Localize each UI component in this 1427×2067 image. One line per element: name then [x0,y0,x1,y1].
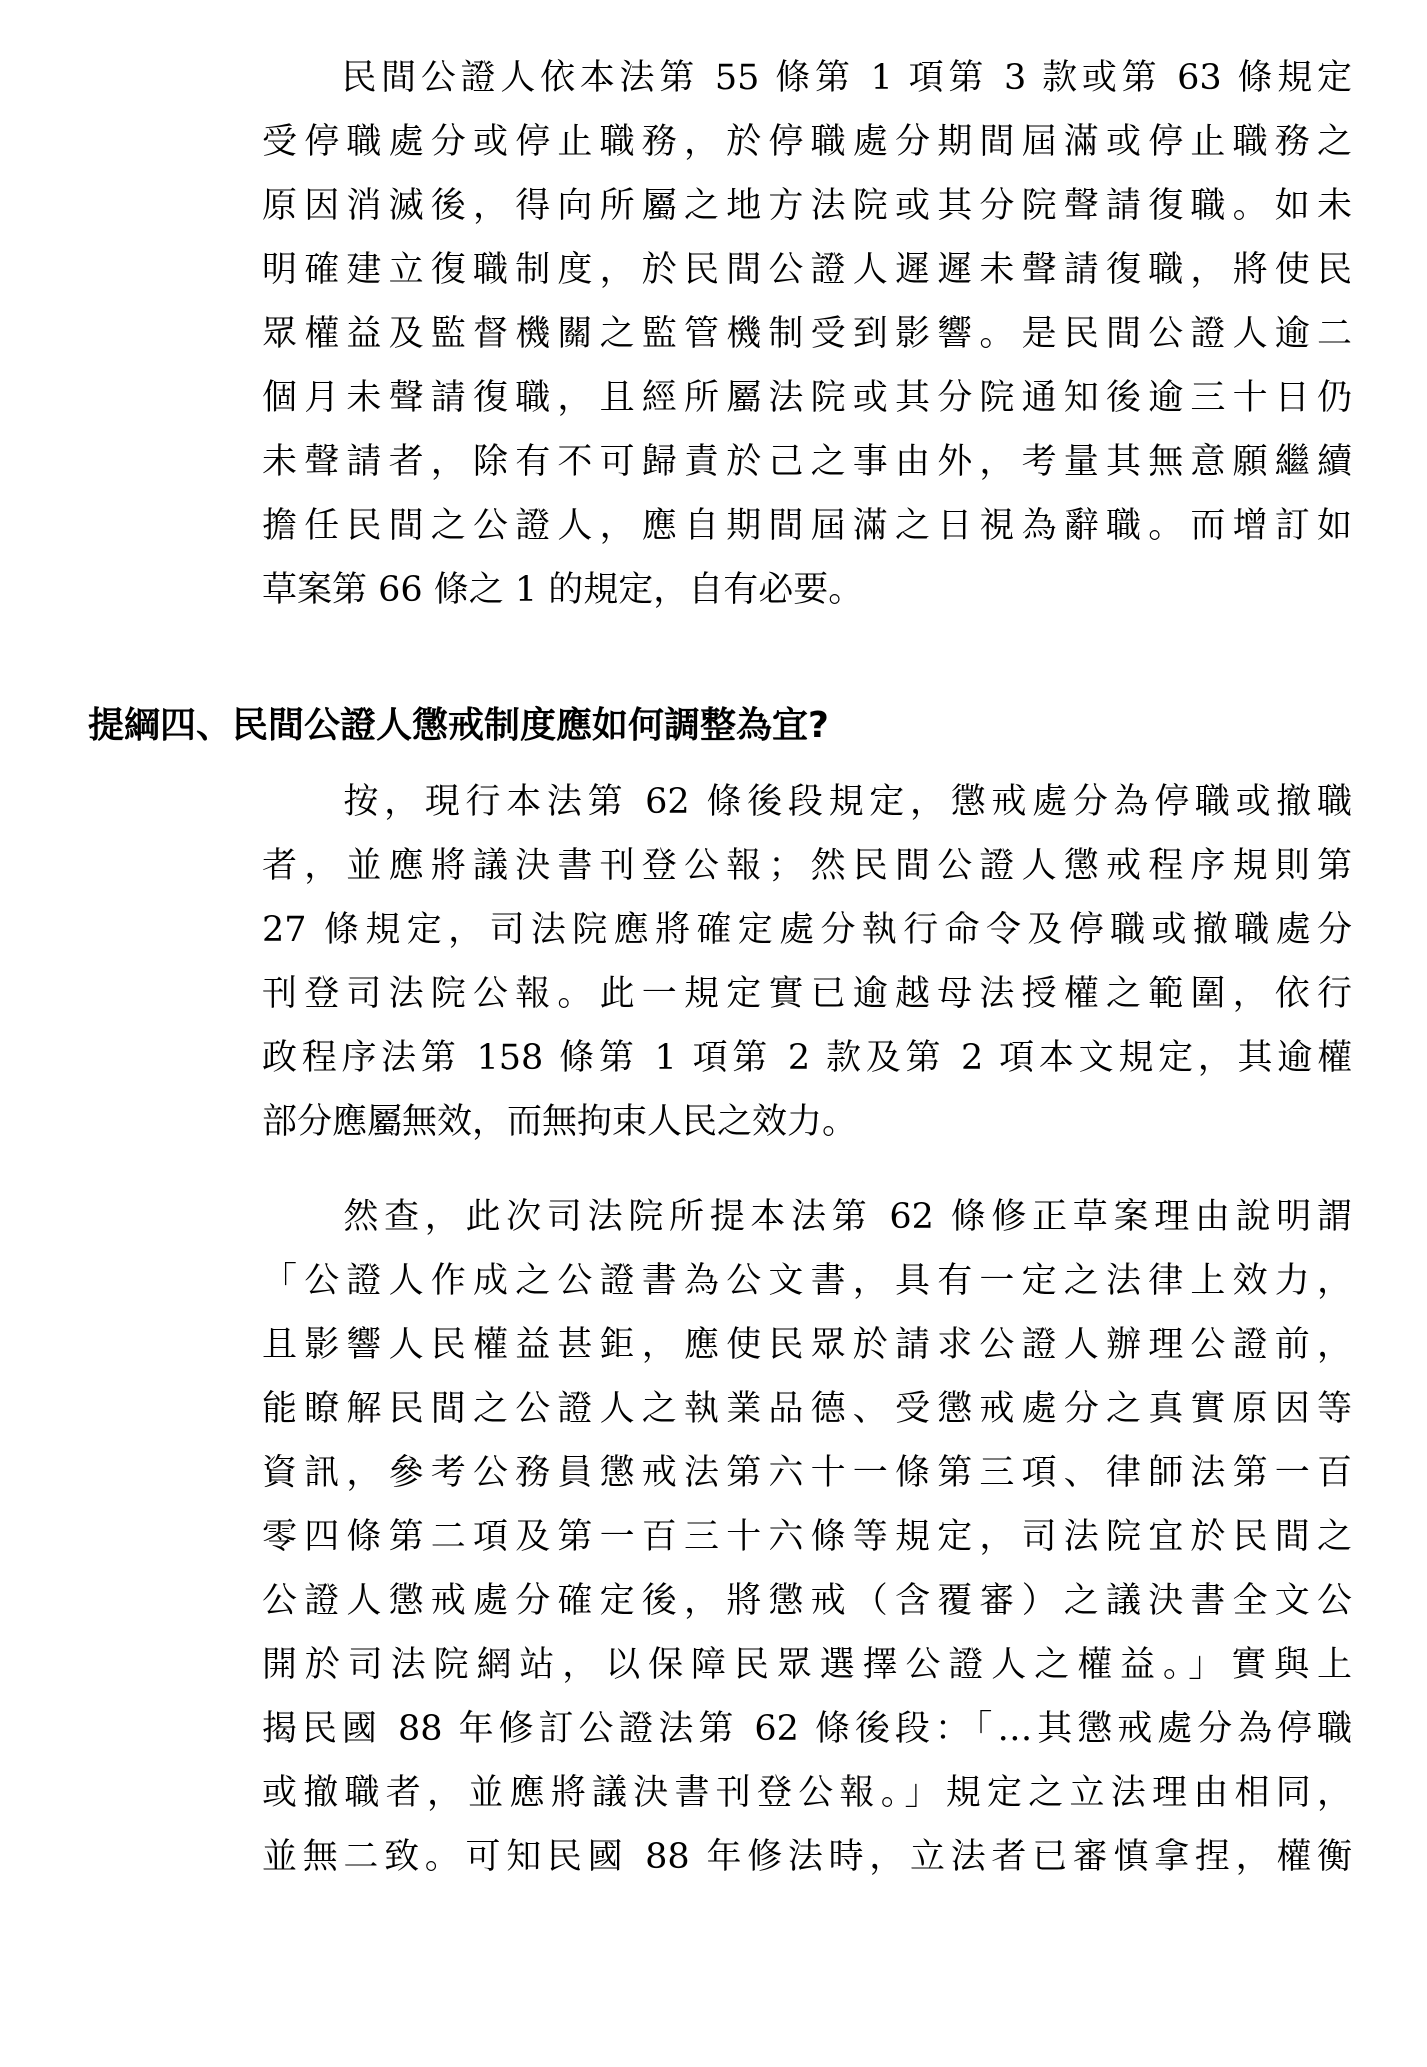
text-line: 資訊，參考公務員懲戒法第六十一條第三項、律師法第一百 [262,1453,1352,1493]
text-line: 政程序法第 158 條第 1 項第 2 款及第 2 項本文規定，其逾權 [262,1038,1352,1078]
text-line: 或撤職者，並應將議決書刊登公報。」規定之立法理由相同， [262,1773,1352,1813]
text-line: 公證人懲戒處分確定後，將懲戒（含覆審）之議決書全文公 [262,1581,1352,1621]
text-line: 受停職處分或停止職務，於停職處分期間屆滿或停止職務之 [262,122,1352,162]
text-line: 開於司法院網站，以保障民眾選擇公證人之權益。」實與上 [262,1645,1352,1685]
paragraph-reinstatement [262,46,1352,622]
text-line: 部分應屬無效，而無拘束人民之效力。 [262,1102,858,1142]
text-line: 「公證人作成之公證書為公文書，具有一定之法律上效力， [262,1261,1352,1301]
text-line: 擔任民間之公證人，應自期間屆滿之日視為辭職。而增訂如 [262,506,1352,546]
section-heading: 提綱四、民間公證人懲戒制度應如何調整為宜? [88,705,829,746]
paragraph-amendment-reason [262,1185,1352,1889]
text-line: 個月未聲請復職，且經所屬法院或其分院通知後逾三十日仍 [262,378,1352,418]
text-line: 能瞭解民間之公證人之執業品德、受懲戒處分之真實原因等 [262,1389,1352,1429]
text-line: 民間公證人依本法第 55 條第 1 項第 3 款或第 63 條規定 [262,58,1352,98]
text-line: 揭民國 88 年修訂公證法第 62 條後段：「…其懲戒處分為停職 [262,1709,1352,1749]
text-line: 原因消滅後，得向所屬之地方法院或其分院聲請復職。如未 [262,186,1352,226]
text-line: 者，並應將議決書刊登公報；然民間公證人懲戒程序規則第 [262,846,1352,886]
text-line: 然查，此次司法院所提本法第 62 條修正草案理由說明謂 [262,1197,1352,1237]
text-line: 零四條第二項及第一百三十六條等規定，司法院宜於民間之 [262,1517,1352,1557]
text-line: 未聲請者，除有不可歸責於己之事由外，考量其無意願繼續 [262,442,1352,482]
text-line: 明確建立復職制度，於民間公證人遲遲未聲請復職，將使民 [262,250,1352,290]
text-line: 按，現行本法第 62 條後段規定，懲戒處分為停職或撤職 [262,782,1352,822]
paragraph-current-law [262,770,1352,1154]
text-line: 眾權益及監督機關之監管機制受到影響。是民間公證人逾二 [262,314,1352,354]
text-line: 草案第 66 條之 1 的規定，自有必要。 [262,570,864,610]
text-line: 刊登司法院公報。此一規定實已逾越母法授權之範圍，依行 [262,974,1352,1014]
text-line: 並無二致。可知民國 88 年修法時，立法者已審慎拿捏，權衡 [262,1837,1352,1877]
text-line: 且影響人民權益甚鉅，應使民眾於請求公證人辦理公證前， [262,1325,1352,1365]
text-line: 27 條規定，司法院應將確定處分執行命令及停職或撤職處分 [262,910,1352,950]
